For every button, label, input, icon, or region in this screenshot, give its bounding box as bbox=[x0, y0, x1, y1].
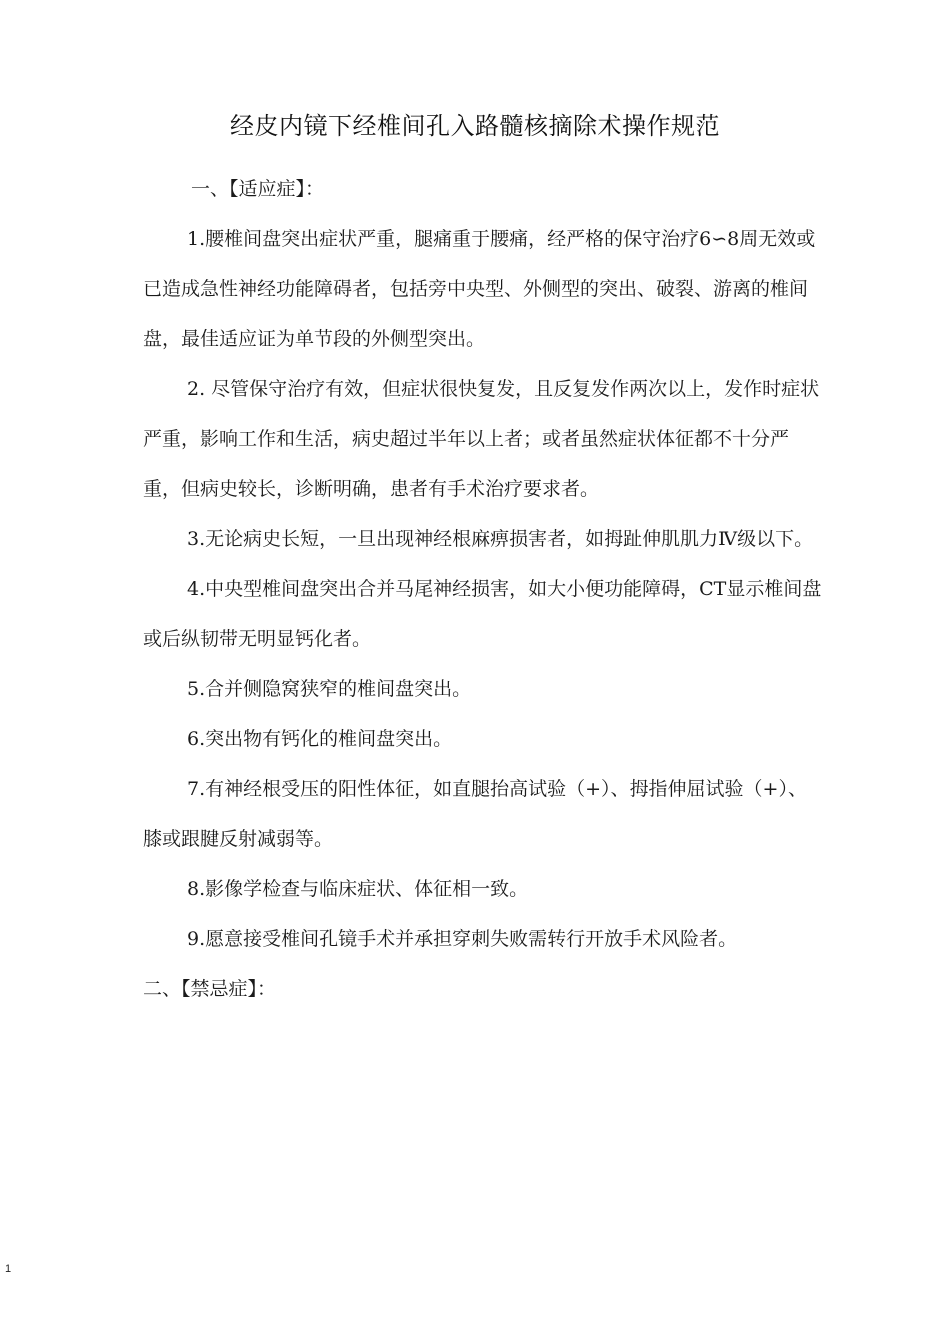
document-title: 经皮内镜下经椎间孔入路髓核摘除术操作规范 bbox=[230, 112, 720, 140]
list-item: 6.突出物有钙化的椎间盘突出。 bbox=[187, 728, 453, 750]
list-item: 7.有神经根受压的阳性体征，如直腿抬高试验（+）、拇指伸屈试验（+）、膝或跟腱反射减弱等。 bbox=[143, 778, 807, 850]
list-item: 4.中央型椎间盘突出合并马尾神经损害，如大小便功能障碍，CT显示椎间盘或后纵韧带无明显钙化者。 bbox=[143, 578, 822, 650]
list-item: 9.愿意接受椎间孔镜手术并承担穿刺失败需转行开放手术风险者。 bbox=[187, 928, 738, 950]
page-number: 1 bbox=[5, 1263, 12, 1275]
document-body bbox=[143, 164, 823, 1014]
list-item: 3.无论病史长短，一旦出现神经根麻痹损害者，如拇趾伸肌肌力Ⅳ级以下。 bbox=[187, 528, 814, 550]
section-heading-contraindications: 二、【禁忌症】： bbox=[143, 978, 277, 1000]
list-item: 8.影像学检查与临床症状、体征相一致。 bbox=[187, 878, 529, 900]
list-item: 1.腰椎间盘突出症状严重，腿痛重于腰痛，经严格的保守治疗6∽8周无效或已造成急性神经功能障碍者，包括旁中央型、外侧型的突出、破裂、游离的椎间盘，最佳适应证为单节段的外侧型突出。 bbox=[143, 228, 816, 350]
section-heading-indications: 一、【适应症】： bbox=[191, 178, 325, 200]
list-item: 5.合并侧隐窝狭窄的椎间盘突出。 bbox=[187, 678, 472, 700]
list-item: 2. 尽管保守治疗有效，但症状很快复发，且反复发作两次以上，发作时症状严重，影响工作和生活，病史超过半年以上者；或者虽然症状体征都不十分严重，但病史较长，诊断明确，患者有手术治疗要求者。 bbox=[143, 378, 820, 500]
